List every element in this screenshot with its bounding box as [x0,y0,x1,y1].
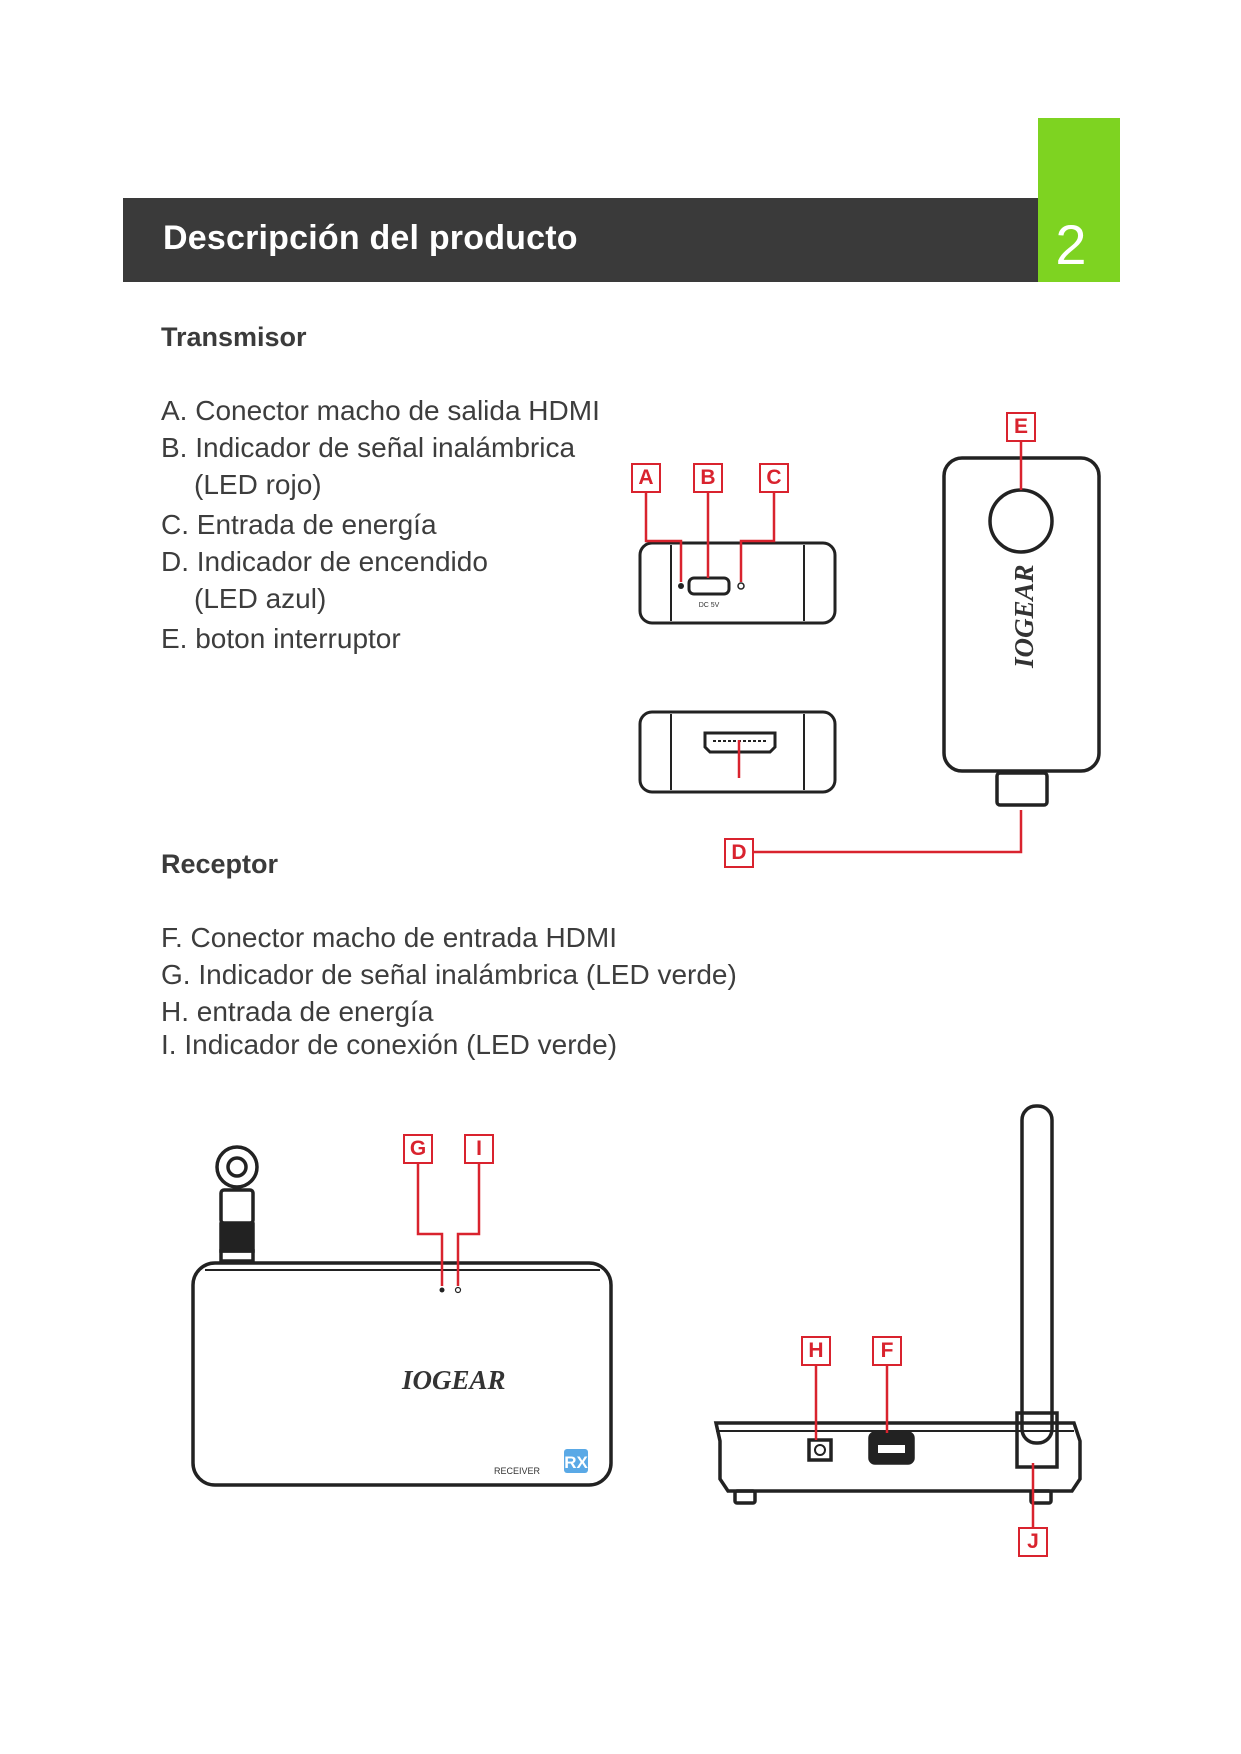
transmitter-port-view [640,543,835,623]
callout-e: E [1006,412,1036,442]
transmitter-item-d: D. Indicador de encendido [161,546,488,577]
callout-f: F [872,1336,902,1366]
dc-port-label: DC 5V [698,602,720,609]
transmitter-item-c: C. Entrada de energía [161,509,437,540]
transmitter-item-d-note: (LED azul) [194,583,327,614]
receiver-heading: Receptor [161,849,279,879]
callout-i: I [464,1134,494,1164]
receiver-item-g: G. Indicador de señal inalámbrica (LED verde) [161,959,737,990]
receiver-top-view [193,1147,611,1485]
transmitter-item-b-note: (LED rojo) [194,469,322,500]
callout-a: A [631,463,661,493]
callout-h: H [801,1336,831,1366]
transmitter-item-b: B. Indicador de señal inalámbrica [161,432,576,463]
receiver-brand-logo: IOGEAR [402,1365,506,1395]
transmitter-brand-logo: IOGEAR [1009,564,1039,668]
receiver-item-i: I. Indicador de conexión (LED verde) [161,1029,618,1060]
callout-c: C [759,463,789,493]
callout-b: B [693,463,723,493]
receiver-item-h: H. entrada de energía [161,996,434,1027]
transmitter-heading: Transmisor [161,322,307,352]
receiver-label-text: RECEIVER [493,1466,540,1476]
callout-d: D [724,838,754,868]
rx-badge-text: RX [564,1453,588,1472]
receiver-item-f: F. Conector macho de entrada HDMI [161,922,617,953]
transmitter-item-e: E. boton interruptor [161,623,401,654]
receiver-side-view [716,1106,1080,1503]
page-number: 2 [1055,213,1087,276]
page-title: Descripción del producto [163,219,578,257]
callout-g: G [403,1134,433,1164]
transmitter-item-a: A. Conector macho de salida HDMI [161,395,600,426]
callout-j: J [1018,1527,1048,1557]
callout-leaders [418,442,1033,1528]
transmitter-hdmi-view [640,712,835,792]
